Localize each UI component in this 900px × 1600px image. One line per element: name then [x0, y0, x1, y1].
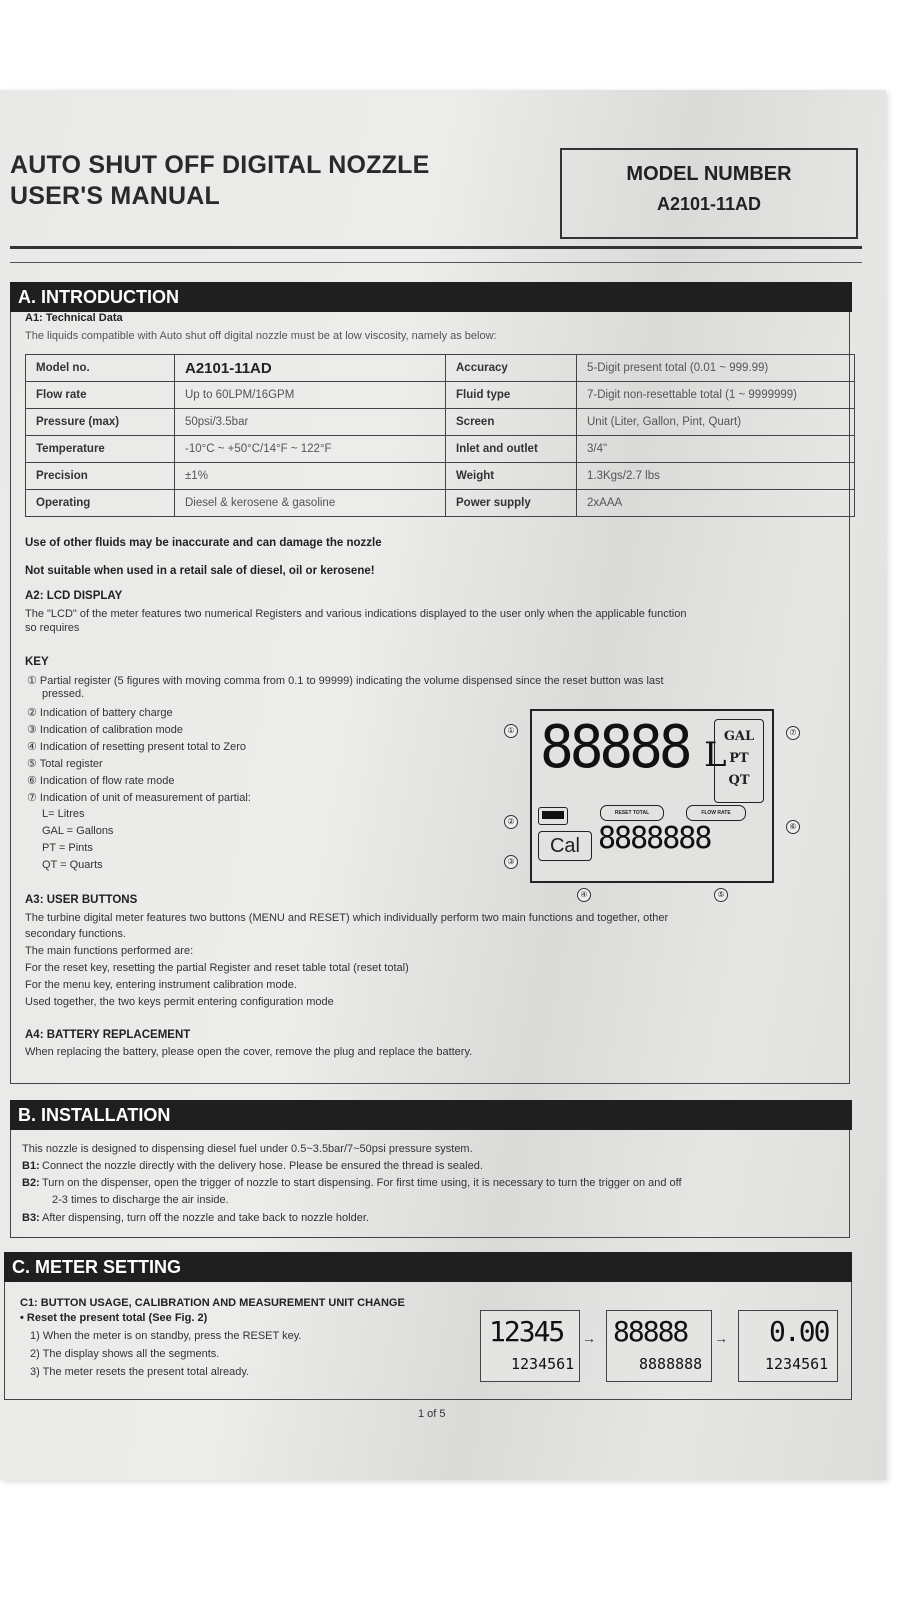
spec-value: 5-Digit present total (0.01 ~ 999.99)	[577, 355, 855, 382]
divider	[10, 262, 862, 263]
a1-intro: The liquids compatible with Auto shut off digital nozzle must be at low viscosity, namely as below:	[25, 330, 497, 342]
spec-value: Unit (Liter, Gallon, Pint, Quart)	[577, 409, 855, 436]
title-line-2: USER'S MANUAL	[10, 182, 220, 210]
table-row	[26, 409, 855, 436]
reset-display-3	[738, 1310, 838, 1382]
key-heading: KEY	[25, 656, 49, 668]
unit-indicator	[714, 719, 764, 803]
a4-heading: A4: BATTERY REPLACEMENT	[25, 1029, 191, 1041]
callout-marker: ②	[504, 815, 518, 829]
callout-marker: ⑦	[786, 726, 800, 740]
warning-text: Use of other fluids may be inaccurate and can damage the nozzle	[25, 537, 382, 549]
key-item: L= Litres	[42, 808, 85, 820]
c1-heading: C1: BUTTON USAGE, CALIBRATION AND MEASUREMENT UNIT CHANGE	[20, 1297, 405, 1309]
spec-value: Diesel & kerosene & gasoline	[175, 490, 446, 517]
key-item: QT = Quarts	[42, 859, 103, 871]
partial-register: 88888	[540, 713, 689, 782]
spec-label: Pressure (max)	[26, 409, 175, 436]
a1-heading: A1: Technical Data	[25, 312, 123, 324]
arrow-right-icon: →	[714, 1330, 728, 1346]
a3-text: secondary functions.	[25, 928, 126, 940]
display-total: 1234561	[511, 1355, 575, 1373]
table-row	[26, 436, 855, 463]
b2-label: B2:	[22, 1177, 40, 1189]
callout-marker: ⑥	[786, 820, 800, 834]
key-item: ⑦ Indication of unit of measurement of partial:	[27, 792, 251, 804]
table-row	[26, 463, 855, 490]
display-main: 12345	[489, 1315, 564, 1348]
spec-label: Precision	[26, 463, 175, 490]
spec-label: Screen	[446, 409, 577, 436]
flow-rate-indicator: FLOW RATE	[686, 805, 746, 821]
display-total: 1234561	[765, 1355, 829, 1373]
b2-text: 2-3 times to discharge the air inside.	[52, 1194, 229, 1206]
spec-label: Operating	[26, 490, 175, 517]
warning-text: Not suitable when used in a retail sale of diesel, oil or kerosene!	[25, 565, 375, 577]
c1-step: 3) The meter resets the present total already.	[30, 1366, 250, 1378]
b2-text: Turn on the dispenser, open the trigger of nozzle to start dispensing. For first time using, it is necessary to turn the trigger on and off	[42, 1177, 682, 1189]
a3-text: For the reset key, resetting the partial Register and reset table total (reset total)	[25, 962, 409, 974]
reset-display-1	[480, 1310, 580, 1382]
reset-total-indicator: RESET TOTAL	[600, 805, 664, 821]
unit-gal: GAL	[723, 729, 755, 744]
callout-marker: ⑤	[714, 888, 728, 902]
a3-text: The main functions performed are:	[25, 945, 194, 957]
b1-text: Connect the nozzle directly with the delivery hose. Please be ensured the thread is sealed.	[42, 1160, 483, 1172]
key-item: ③ Indication of calibration mode	[27, 724, 184, 736]
table-row	[26, 355, 855, 382]
key-item: ① Partial register (5 figures with moving comma from 0.1 to 99999) indicating the volume dispensed since the reset button was last	[27, 675, 664, 687]
a3-text: For the menu key, entering instrument calibration mode.	[25, 979, 297, 991]
display-main: 0.00	[769, 1315, 829, 1348]
model-label: MODEL NUMBER	[626, 163, 792, 185]
key-item: ⑥ Indication of flow rate mode	[27, 775, 175, 787]
c1-subheading: • Reset the present total (See Fig. 2)	[20, 1312, 208, 1324]
spec-value: ±1%	[175, 463, 446, 490]
section-b-heading: B. INSTALLATION	[10, 1100, 852, 1130]
spec-label: Accuracy	[446, 355, 577, 382]
spec-table	[25, 354, 855, 517]
spec-label: Weight	[446, 463, 577, 490]
spec-label: Model no.	[26, 355, 175, 382]
display-main: 88888	[613, 1315, 688, 1348]
spec-value: 7-Digit non-resettable total (1 ~ 9999999)	[577, 382, 855, 409]
spec-label: Fluid type	[446, 382, 577, 409]
calibration-indicator: Cal	[538, 831, 592, 861]
b-text: This nozzle is designed to dispensing diesel fuel under 0.5~3.5bar/7~50psi pressure system.	[22, 1143, 473, 1155]
unit-litre: L	[704, 735, 727, 775]
spec-label: Temperature	[26, 436, 175, 463]
spec-value: 2xAAA	[577, 490, 855, 517]
unit-qt: QT	[728, 773, 750, 788]
model-number-box	[560, 148, 858, 239]
a2-text: The "LCD" of the meter features two numerical Registers and various indications displayed to the user only when the applicable function	[25, 608, 687, 620]
callout-marker: ①	[504, 724, 518, 738]
arrow-right-icon: →	[582, 1330, 596, 1346]
spec-label: Power supply	[446, 490, 577, 517]
divider	[10, 246, 862, 249]
key-item: PT = Pints	[42, 842, 93, 854]
a3-heading: A3: USER BUTTONS	[25, 894, 138, 906]
b1-label: B1:	[22, 1160, 40, 1172]
a3-text: The turbine digital meter features two buttons (MENU and RESET) which individually perform two main functions and together, other	[25, 912, 669, 924]
table-row	[26, 382, 855, 409]
spec-label: Flow rate	[26, 382, 175, 409]
callout-marker: ④	[577, 888, 591, 902]
key-item: ⑤ Total register	[27, 758, 103, 770]
key-item: ② Indication of battery charge	[27, 707, 173, 719]
total-register: 8888888	[598, 821, 711, 856]
c1-step: 2) The display shows all the segments.	[30, 1348, 220, 1360]
a3-text: Used together, the two keys permit entering configuration mode	[25, 996, 334, 1008]
a2-text: so requires	[25, 622, 80, 634]
spec-value: 50psi/3.5bar	[175, 409, 446, 436]
key-item: GAL = Gallons	[42, 825, 114, 837]
section-a-heading: A. INTRODUCTION	[10, 282, 852, 312]
callout-marker: ③	[504, 855, 518, 869]
lcd-diagram	[530, 709, 774, 883]
key-item: ④ Indication of resetting present total to Zero	[27, 741, 246, 753]
c1-step: 1) When the meter is on standby, press the RESET key.	[30, 1330, 302, 1342]
spec-value: 3/4"	[577, 436, 855, 463]
spec-value: 1.3Kgs/2.7 lbs	[577, 463, 855, 490]
spec-value: -10°C ~ +50°C/14°F ~ 122°F	[175, 436, 446, 463]
spec-label: Inlet and outlet	[446, 436, 577, 463]
spec-value: Up to 60LPM/16GPM	[175, 382, 446, 409]
a4-text: When replacing the battery, please open the cover, remove the plug and replace the battery.	[25, 1046, 473, 1058]
b3-label: B3:	[22, 1212, 40, 1224]
document-title	[10, 150, 429, 212]
a2-heading: A2: LCD DISPLAY	[25, 590, 123, 602]
spec-value: A2101-11AD	[175, 355, 446, 382]
title-line-1: AUTO SHUT OFF DIGITAL NOZZLE	[10, 151, 430, 179]
section-c-heading: C. METER SETTING	[4, 1252, 852, 1282]
page-number: 1 of 5	[418, 1408, 446, 1420]
unit-pt: PT	[729, 751, 749, 766]
battery-icon	[538, 807, 568, 825]
reset-display-2	[606, 1310, 712, 1382]
b3-text: After dispensing, turn off the nozzle and take back to nozzle holder.	[42, 1212, 369, 1224]
display-total: 8888888	[639, 1355, 703, 1373]
key-item: pressed.	[42, 688, 85, 700]
table-row	[26, 490, 855, 517]
model-value: A2101-11AD	[656, 194, 762, 214]
